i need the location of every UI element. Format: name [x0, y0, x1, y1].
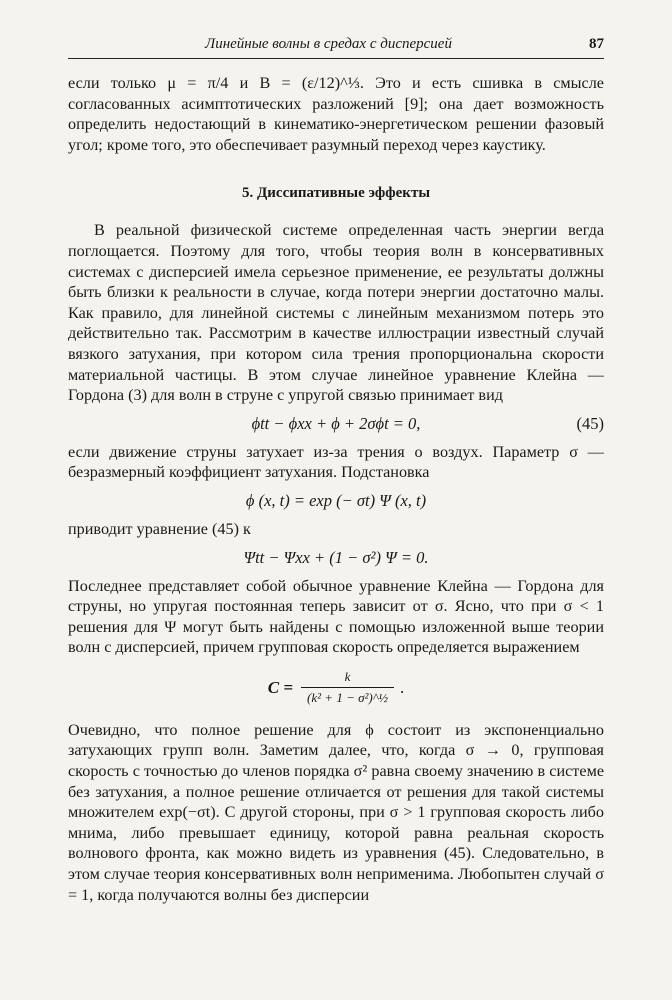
section-heading: 5. Диссипативные эффекты: [241, 185, 431, 202]
equation-psi: [68, 546, 604, 570]
equation-substitution-body: ϕ (x, t) = exp (− σt) Ψ (x, t): [245, 490, 427, 510]
equation-45-body: ϕtt − ϕxx + ϕ + 2σϕt = 0,: [251, 413, 421, 433]
group-velocity-lhs: C =: [267, 677, 294, 697]
paragraph-2: В реальной физической системе определенная часть энергии вегда поглощается. Поэтому для того, чтобы теория волн в консервативных системах с дисперсией имела серьезное применение, ее результаты должны быть близки к реальности в случае, когда потери энергии достаточно малы. Как правило, для линейной системы с линейным механизмом потерь это действительно так. Рассмотрим в качестве иллюстрации известный случай вязкого затухания, при котором сила трения пропорциональна скорости материальной частицы. В этом случае линейное уравнение Клейна — Гордона (3) для волн в струне с упругой связью принимает вид: [68, 221, 604, 405]
paragraph-4: приводит уравнение (45) к: [68, 519, 251, 538]
group-velocity-fraction: [301, 669, 394, 706]
paragraph-3: если движение струны затухает из-за трения о воздух. Параметр σ — безразмерный коэффициент затухания. Подстановка: [68, 442, 604, 482]
running-header: [68, 36, 604, 59]
equation-group-velocity: [68, 666, 604, 710]
paragraph-6: Очевидно, что полное решение для ϕ состоит из экспоненциально затухающих групп волн. Заметим далее, что, когда σ → 0, групповая скорость с точностью до членов порядка σ² равна своему значению в системе без затухания, а полное решение отличается от решения для такой системы множителем exp(−σt). С другой стороны, при σ > 1 групповая скорость либо мнима, либо превышает единицу, которой равна реальная скорость волнового фронта, как можно видеть из уравнения (45). Следовательно, в этом случае теория консервативных волн неприменима. Любопытен случай σ = 1, когда получаются волны без дисперсии: [68, 720, 604, 904]
equation-psi-body: Ψtt − Ψxx + (1 − σ²) Ψ = 0.: [243, 547, 429, 567]
page-number: 87: [589, 36, 604, 52]
paragraph-1: если только μ = π/4 и B = (ε/12)^⅓. Это и есть сшивка в смысле согласованных асимптотических разложений [9]; она дает возможность определить недостающий в кинематико-энергетическом решении фазовый угол; кроме того, это обеспечивает разумный переход через каустику.: [68, 74, 604, 154]
fraction-denominator: (k² + 1 − σ²)^½: [301, 687, 394, 706]
group-velocity-period: .: [399, 677, 405, 697]
book-page: [68, 36, 604, 905]
running-title: Линейные волны в средах с дисперсией: [205, 36, 452, 52]
fraction-numerator: k: [344, 669, 351, 685]
paragraph-5: Последнее представляет собой обычное уравнение Клейна — Гордона для струны, но упругая постоянная теперь зависит от σ. Ясно, что при σ < 1 решения для Ψ могут быть найдены с помощью изложенной выше теории волн с дисперсией, причем групповая скорость определяется выражением: [68, 576, 604, 657]
equation-45-number: (45): [576, 413, 604, 433]
equation-substitution: [68, 489, 604, 513]
equation-45: [68, 412, 604, 436]
